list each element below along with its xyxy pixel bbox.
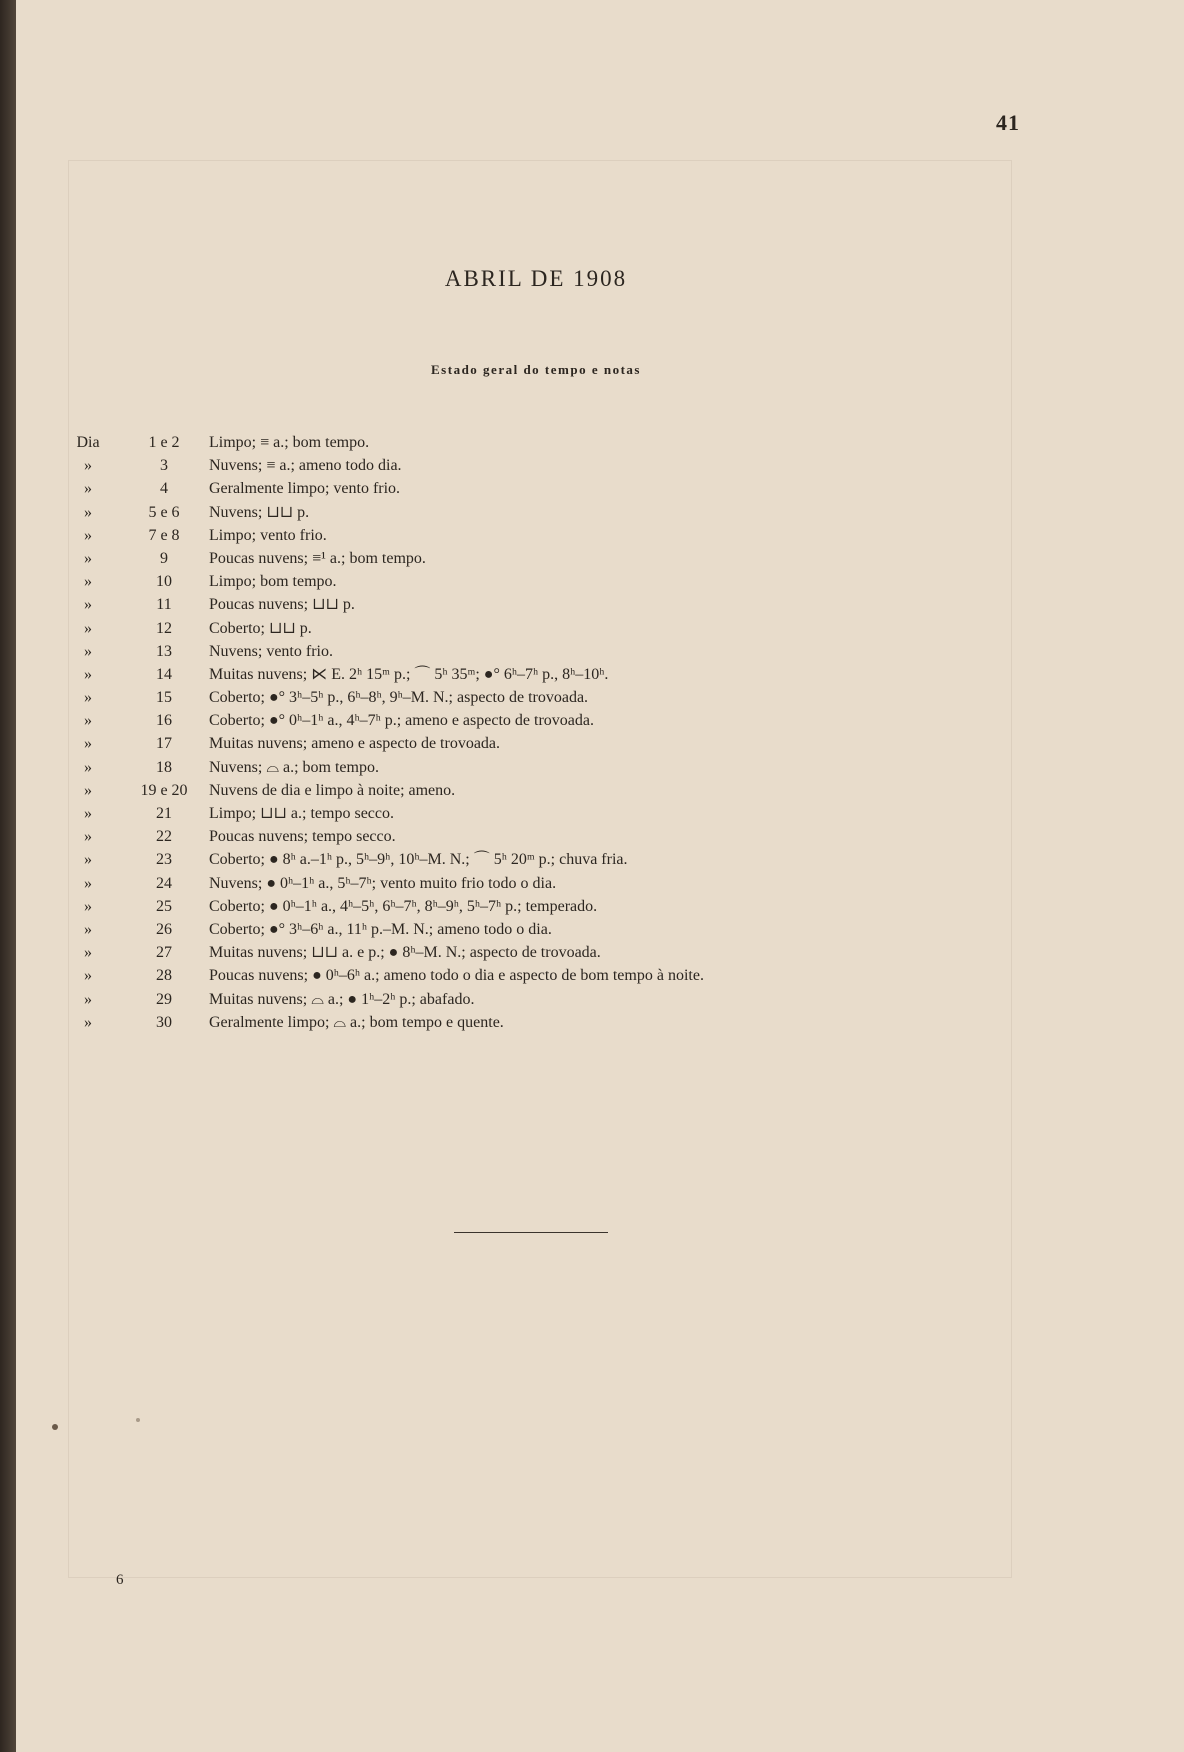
dia-label: » (84, 805, 92, 822)
table-row (16, 964, 1184, 987)
ink-speck (136, 1418, 140, 1422)
dia-label: » (84, 874, 92, 892)
table-row (16, 1011, 1184, 1034)
dia-label: » (84, 712, 92, 730)
table-row (16, 431, 1184, 454)
table-row (16, 570, 1184, 593)
dia-label: » (84, 573, 92, 591)
day-cell: 21 (156, 805, 172, 822)
table-row (16, 802, 1184, 825)
note-cell: Muitas nuvens; ⋉ E. 2ʰ 15ᵐ p.; ⌒ 5ʰ 35ᵐ; ●° 6ʰ–7ʰ p., 8ʰ–10ʰ. (209, 665, 609, 683)
table-row (16, 941, 1184, 964)
dia-label: » (84, 851, 92, 869)
dia-label: » (84, 526, 92, 544)
dia-label: » (84, 944, 92, 962)
note-cell: Muitas nuvens; ⊔⊔ a. e p.; ● 8ʰ–M. N.; aspecto de trovoada. (209, 944, 601, 962)
page (16, 0, 1184, 1752)
day-cell: 12 (156, 619, 172, 637)
dia-label: » (84, 990, 92, 1008)
note-cell: Nuvens de dia e limpo à noite; ameno. (209, 781, 456, 799)
table-row (16, 825, 1184, 848)
dia-label: » (84, 642, 92, 660)
day-cell: 19 e 20 (140, 781, 188, 799)
day-cell: 26 (156, 920, 172, 938)
table-row (16, 663, 1184, 686)
table-row (16, 640, 1184, 663)
day-cell: 10 (156, 573, 172, 591)
day-cell: 14 (156, 665, 172, 683)
table-row (16, 895, 1184, 918)
note-cell: Coberto; ●° 3ʰ–5ʰ p., 6ʰ–8ʰ, 9ʰ–M. N.; aspecto de trovoada. (209, 689, 589, 707)
page-title: ABRIL DE 1908 (444, 266, 628, 291)
note-cell: Muitas nuvens; ⌓ a.; ● 1ʰ–2ʰ p.; abafado. (209, 990, 475, 1008)
note-cell: Nuvens; ⊔⊔ p. (209, 503, 310, 521)
table-row (16, 988, 1184, 1011)
table-row (16, 918, 1184, 941)
dia-label: » (84, 781, 92, 799)
table-row (16, 547, 1184, 570)
table-row (16, 756, 1184, 779)
day-cell: 5 e 6 (148, 503, 180, 521)
divider-rule (454, 1232, 608, 1233)
table-row (16, 593, 1184, 616)
table-row (16, 477, 1184, 500)
day-cell: 18 (156, 758, 172, 776)
note-cell: Geralmente limpo; vento frio. (209, 480, 401, 498)
note-cell: Limpo; bom tempo. (209, 573, 337, 591)
table-row (16, 617, 1184, 640)
table-row (16, 872, 1184, 895)
day-cell: 9 (160, 549, 168, 567)
note-cell: Poucas nuvens; ⊔⊔ p. (209, 596, 355, 614)
day-cell: 7 e 8 (148, 526, 180, 544)
footer-signature-number: 6 (116, 1572, 124, 1588)
day-cell: 25 (156, 897, 172, 915)
day-cell: 3 (160, 457, 168, 475)
table-row (16, 709, 1184, 732)
dia-label: » (84, 665, 92, 683)
day-cell: 27 (156, 944, 172, 962)
dia-label: » (84, 480, 92, 498)
table-row (16, 501, 1184, 524)
table-row (16, 524, 1184, 547)
table-row (16, 686, 1184, 709)
note-cell: Nuvens; ● 0ʰ–1ʰ a., 5ʰ–7ʰ; vento muito frio todo o dia. (209, 874, 557, 892)
note-cell: Nuvens; ⌓ a.; bom tempo. (209, 758, 379, 776)
note-cell: Coberto; ⊔⊔ p. (209, 619, 312, 637)
day-cell: 4 (160, 480, 168, 498)
day-cell: 16 (156, 712, 172, 730)
note-cell: Limpo; ⊔⊔ a.; tempo secco. (209, 805, 394, 822)
day-cell: 11 (156, 596, 172, 614)
page-number: 41 (996, 110, 1020, 135)
dia-label: » (84, 457, 92, 475)
day-cell: 29 (156, 990, 172, 1008)
dia-label: » (84, 1013, 92, 1031)
note-cell: Poucas nuvens; ≡¹ a.; bom tempo. (209, 549, 426, 567)
book-spine (0, 0, 16, 1752)
table-row (16, 454, 1184, 477)
note-cell: Limpo; vento frio. (209, 526, 327, 544)
table-row (16, 779, 1184, 802)
dia-label: » (84, 758, 92, 776)
day-cell: 1 e 2 (148, 434, 180, 451)
note-cell: Limpo; ≡ a.; bom tempo. (209, 434, 370, 451)
dia-label: » (84, 689, 92, 707)
dia-label: » (84, 967, 92, 985)
day-cell: 13 (156, 642, 172, 660)
dia-label: Dia (76, 434, 100, 451)
table-row (16, 732, 1184, 755)
day-cell: 30 (156, 1013, 172, 1031)
day-cell: 23 (156, 851, 172, 869)
note-cell: Coberto; ● 0ʰ–1ʰ a., 4ʰ–5ʰ, 6ʰ–7ʰ, 8ʰ–9ʰ, 5ʰ–7ʰ p.; temperado. (209, 897, 598, 915)
dia-label: » (84, 920, 92, 938)
ink-speck (52, 1424, 58, 1430)
note-cell: Coberto; ●° 3ʰ–6ʰ a., 11ʰ p.–M. N.; ameno todo o dia. (209, 920, 552, 938)
dia-label: » (84, 503, 92, 521)
note-cell: Coberto; ●° 0ʰ–1ʰ a., 4ʰ–7ʰ p.; ameno e aspecto de trovoada. (209, 712, 594, 730)
dia-label: » (84, 897, 92, 915)
day-cell: 15 (156, 689, 172, 707)
dia-label: » (84, 549, 92, 567)
dia-label: » (84, 596, 92, 614)
note-cell: Poucas nuvens; ● 0ʰ–6ʰ a.; ameno todo o dia e aspecto de bom tempo à noite. (209, 967, 704, 985)
note-cell: Poucas nuvens; tempo secco. (209, 828, 396, 846)
note-cell: Nuvens; vento frio. (209, 642, 333, 660)
day-cell: 28 (156, 967, 172, 985)
day-cell: 17 (156, 735, 172, 753)
day-cell: 22 (156, 828, 172, 846)
dia-label: » (84, 619, 92, 637)
note-cell: Nuvens; ≡ a.; ameno todo dia. (209, 457, 402, 475)
dia-label: » (84, 828, 92, 846)
weather-notes-table (16, 431, 1184, 1034)
day-cell: 24 (156, 874, 172, 892)
note-cell: Muitas nuvens; ameno e aspecto de trovoada. (209, 735, 501, 753)
note-cell: Geralmente limpo; ⌓ a.; bom tempo e quente. (209, 1013, 504, 1031)
page-subtitle: Estado geral do tempo e notas (431, 362, 641, 377)
note-cell: Coberto; ● 8ʰ a.–1ʰ p., 5ʰ–9ʰ, 10ʰ–M. N.; ⌒ 5ʰ 20ᵐ p.; chuva fria. (209, 851, 628, 869)
dia-label: » (84, 735, 92, 753)
table-row (16, 848, 1184, 871)
